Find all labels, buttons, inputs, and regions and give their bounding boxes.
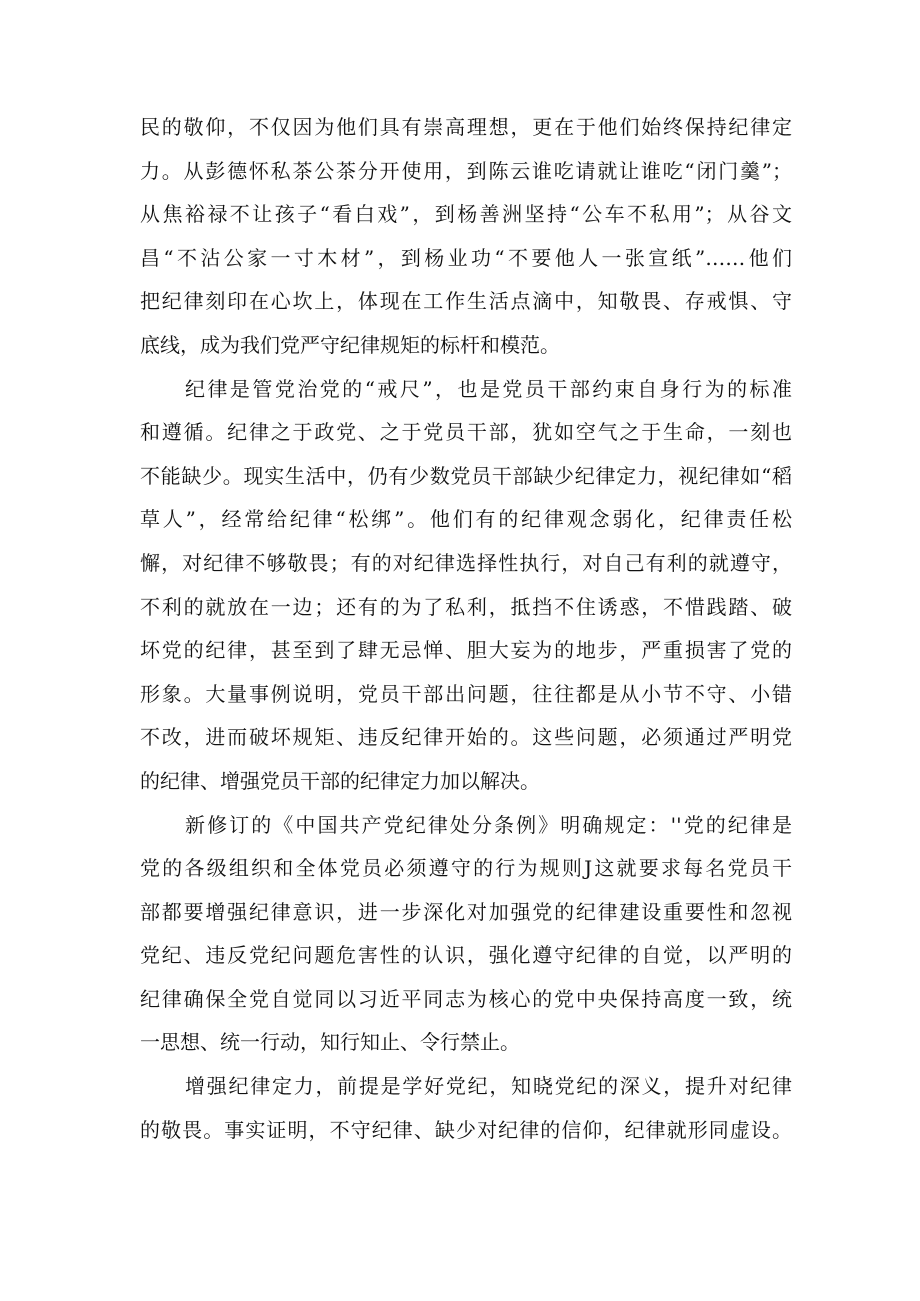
text-line: 昌“不沾公家一寸木材”，到杨业功“不要他人一张宣纸”……他们 xyxy=(140,245,792,270)
paragraph-4 xyxy=(140,1065,792,1152)
text-line: 的敬畏。事实证明，不守纪律、缺少对纪律的信仰，纪律就形同虚设。 xyxy=(140,1117,792,1142)
text-line: 民的敬仰，不仅因为他们具有崇高理想，更在于他们始终保持纪律定 xyxy=(140,115,792,139)
text-line: 力。从彭德怀私茶公茶分开使用，到陈云谁吃请就让谁吃“闭门羹”； xyxy=(140,158,792,183)
text-line: 形象。大量事例说明，党员干部出问题，往往都是从小节不守、小错 xyxy=(140,681,792,706)
body-text xyxy=(140,106,792,1152)
text-line: 的纪律、增强党员干部的纪律定力加以解决。 xyxy=(140,768,540,793)
text-line: 草人”，经常给纪律“松绑”。他们有的纪律观念弱化，纪律责任松 xyxy=(140,507,792,532)
text-line: 懈，对纪律不够敬畏；有的对纪律选择性执行，对自己有利的就遵守， xyxy=(140,550,792,575)
text-line: 党纪、违反党纪问题危害性的认识，强化遵守纪律的自觉，以严明的 xyxy=(140,943,792,968)
text-line: 部都要增强纪律意识，进一步深化对加强党的纪律建设重要性和忽视 xyxy=(140,899,792,924)
text-line: 从焦裕禄不让孩子“看白戏”，到杨善洲坚持“公车不私用”；从谷文 xyxy=(140,202,792,227)
text-line: 纪律确保全党自觉同以习近平同志为核心的党中央保持高度一致，统 xyxy=(140,986,792,1011)
text-line: 新修订的《中国共产党纪律处分条例》明确规定：''党的纪律是 xyxy=(185,812,792,837)
paragraph-2 xyxy=(140,368,792,804)
text-line: 纪律是管党治党的“戒尺”，也是党员干部约束自身行为的标准 xyxy=(185,376,792,401)
text-line: 和遵循。纪律之于政党、之于党员干部，犹如空气之于生命，一刻也 xyxy=(140,420,792,445)
text-line: 一思想、统一行动，知行知止、令行禁止。 xyxy=(140,1030,520,1055)
text-line: 底线，成为我们党严守纪律规矩的标杆和模范。 xyxy=(140,332,560,357)
text-line: 不能缺少。现实生活中，仍有少数党员干部缺少纪律定力，视纪律如“稻 xyxy=(140,463,792,488)
text-line: 把纪律刻印在心坎上，体现在工作生活点滴中，知敬畏、存戒惧、守 xyxy=(140,289,792,314)
text-line: 不改，进而破坏规矩、违反纪律开始的。这些问题，必须通过严明党 xyxy=(140,725,792,750)
text-line: 党的各级组织和全体党员必须遵守的行为规则J这就要求每名党员干 xyxy=(140,856,792,881)
text-line: 增强纪律定力，前提是学好党纪，知晓党纪的深义，提升对纪律 xyxy=(185,1074,792,1099)
text-line: 坏党的纪律，甚至到了肆无忌惮、胆大妄为的地步，严重损害了党的 xyxy=(140,638,792,663)
paragraph-3 xyxy=(140,804,792,1066)
text-line: 不利的就放在一边；还有的为了私利，抵挡不住诱惑，不惜践踏、破 xyxy=(140,594,792,619)
paragraph-1 xyxy=(140,106,792,368)
